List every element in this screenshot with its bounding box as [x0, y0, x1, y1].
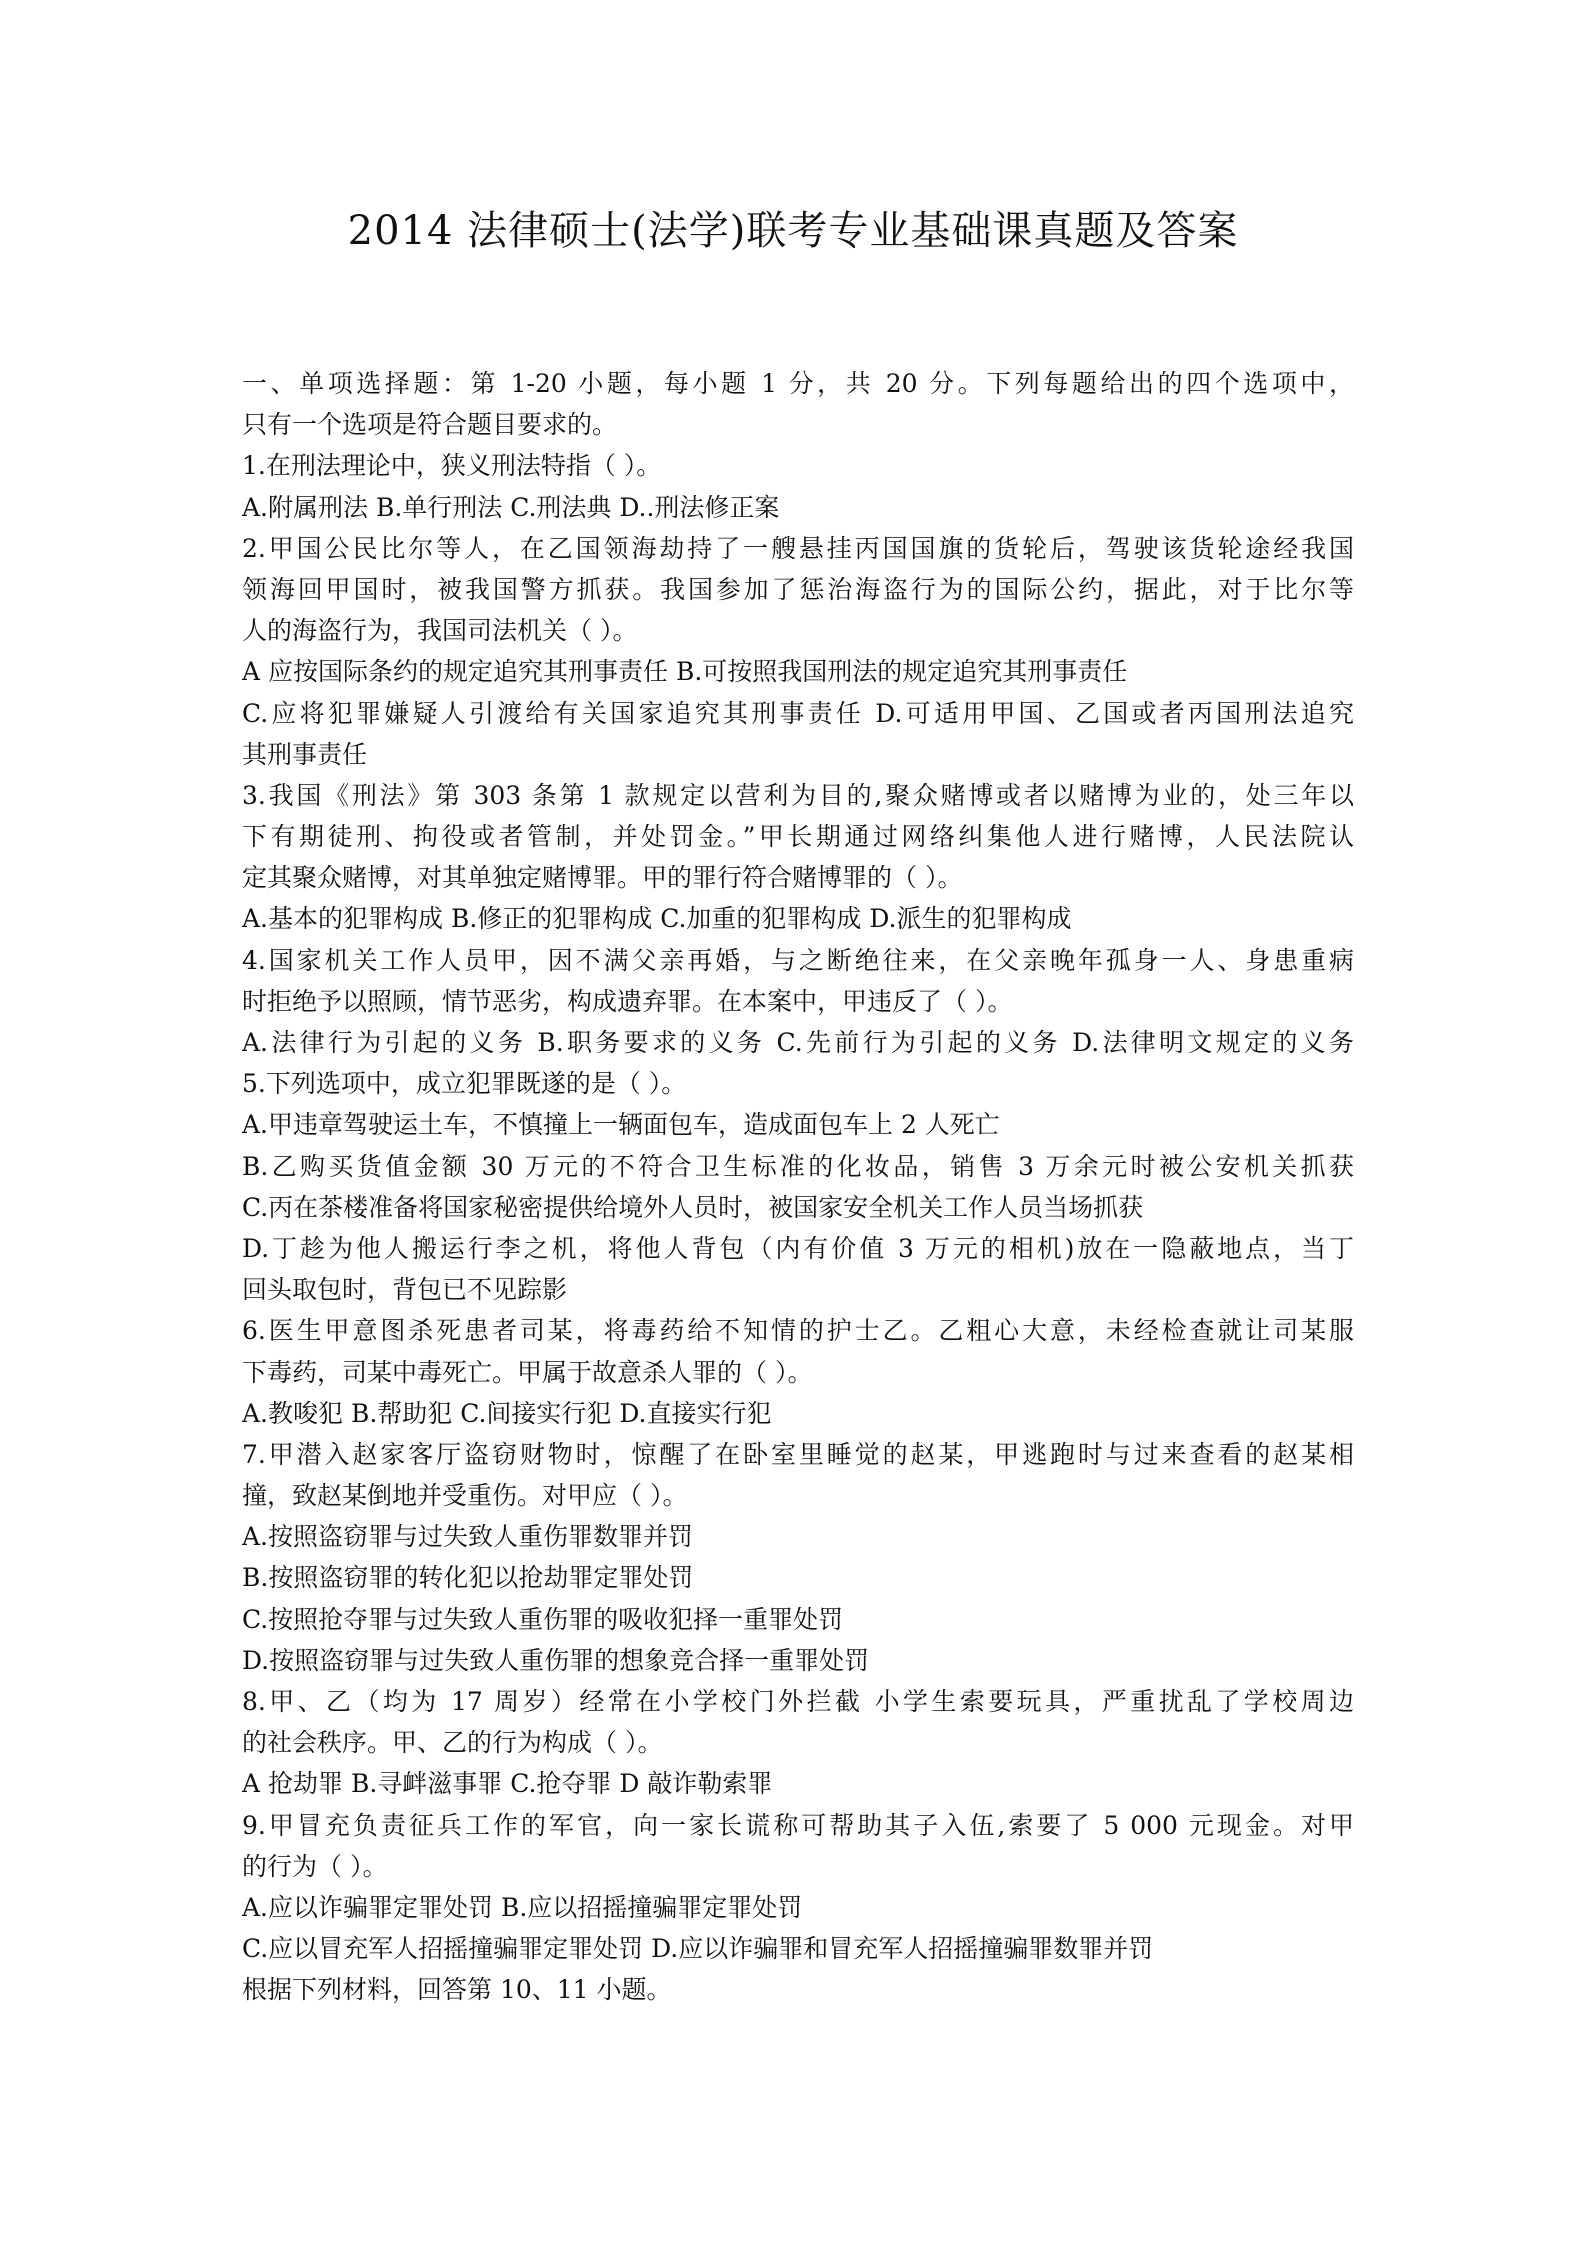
document-body	[242, 363, 1354, 2011]
text-line: A.按照盗窃罪与过失致人重伤罪数罪并罚	[242, 1522, 694, 1552]
text-line: 撞，致赵某倒地并受重伤。对甲应（ ）。	[242, 1481, 688, 1511]
text-line: 9.甲冒充负责征兵工作的军官，向一家长谎称可帮助其子入伍,索要了 5 000 元现金。对甲	[242, 1810, 1354, 1840]
text-line: 定其聚众赌博，对其单独定赌博罪。甲的罪行符合赌博罪的（ ）。	[242, 863, 963, 893]
text-line: 领海回甲国时，被我国警方抓获。我国参加了惩治海盗行为的国际公约，据此，对于比尔等	[242, 574, 1354, 604]
text-line: C.丙在茶楼准备将国家秘密提供给境外人员时，被国家安全机关工作人员当场抓获	[242, 1192, 1144, 1222]
text-line: 4.国家机关工作人员甲，因不满父亲再婚，与之断绝往来，在父亲晚年孤身一人、身患重病	[242, 945, 1354, 975]
text-line: 6.医生甲意图杀死患者司某，将毒药给不知情的护士乙。乙粗心大意，未经检查就让司某服	[242, 1316, 1354, 1346]
text-line: 一、单项选择题：第 1-20 小题，每小题 1 分，共 20 分。下列每题给出的四个选项中，	[242, 369, 1354, 398]
text-line: 的行为（ ）。	[242, 1851, 388, 1881]
text-line: A.附属刑法 B.单行刑法 C.刑法典 D..刑法修正案	[242, 492, 780, 522]
text-line: A.甲违章驾驶运土车，不慎撞上一辆面包车，造成面包车上 2 人死亡	[242, 1110, 1000, 1140]
text-line: 下毒药，司某中毒死亡。甲属于故意杀人罪的（ ）。	[242, 1357, 813, 1387]
text-line: 的社会秩序。甲、乙的行为构成（ ）。	[242, 1728, 663, 1758]
text-line: D.丁趁为他人搬运行李之机，将他人背包（内有价值 3 万元的相机)放在一隐蔽地点，当丁	[242, 1233, 1354, 1263]
text-line: C.按照抢夺罪与过失致人重伤罪的吸收犯择一重罪处罚	[242, 1604, 844, 1634]
document-title: 2014 法律硕士(法学)联考专业基础课真题及答案	[347, 208, 1239, 254]
text-line: 7.甲潜入赵家客厅盗窃财物时，惊醒了在卧室里睡觉的赵某，甲逃跑时与过来查看的赵某相	[242, 1439, 1354, 1469]
text-line: 回头取包时，背包已不见踪影	[242, 1275, 568, 1305]
text-line: A.教唆犯 B.帮助犯 C.间接实行犯 D.直接实行犯	[242, 1398, 772, 1428]
text-line: 5.下列选项中，成立犯罪既遂的是（ ）。	[242, 1069, 687, 1099]
text-line: D.按照盗窃罪与过失致人重伤罪的想象竞合择一重罪处罚	[242, 1645, 870, 1675]
text-line: 时拒绝予以照顾，情节恶劣，构成遗弃罪。在本案中，甲违反了（ ）。	[242, 986, 1013, 1016]
text-line: 2.甲国公民比尔等人，在乙国领海劫持了一艘悬挂丙国国旗的货轮后，驾驶该货轮途经我国	[242, 533, 1354, 563]
text-line: C.应以冒充军人招摇撞骗罪定罪处罚 D.应以诈骗罪和冒充军人招摇撞骗罪数罪并罚	[242, 1934, 1154, 1964]
text-line: 人的海盗行为，我国司法机关（ ）。	[242, 616, 638, 646]
text-line: A.应以诈骗罪定罪处罚 B.应以招摇撞骗罪定罪处罚	[242, 1892, 803, 1922]
text-line: 根据下列材料，回答第 10、11 小题。	[242, 1975, 672, 2005]
text-line: A.法律行为引起的义务 B.职务要求的义务 C.先前行为引起的义务 D.法律明文规定的义务	[242, 1028, 1354, 1057]
text-line: 下有期徒刑、拘役或者管制，并处罚金。”甲长期通过网络纠集他人进行赌博，人民法院认	[242, 822, 1354, 852]
text-line: A.基本的犯罪构成 B.修正的犯罪构成 C.加重的犯罪构成 D.派生的犯罪构成	[242, 904, 1072, 934]
text-line: A 应按国际条约的规定追究其刑事责任 B.可按照我国刑法的规定追究其刑事责任	[242, 657, 1128, 687]
text-line: 其刑事责任	[242, 739, 368, 769]
text-line: 3.我国《刑法》第 303 条第 1 款规定以营利为目的,聚众赌博或者以赌博为业的，处三年以	[242, 780, 1354, 810]
text-line: A 抢劫罪 B.寻衅滋事罪 C.抢夺罪 D 敲诈勒索罪	[242, 1769, 773, 1799]
text-line: B.按照盗窃罪的转化犯以抢劫罪定罪处罚	[242, 1563, 694, 1593]
text-line: C.应将犯罪嫌疑人引渡给有关国家追究其刑事责任 D.可适用甲国、乙国或者丙国刑法追究	[242, 698, 1354, 728]
text-line: 1.在刑法理论中，狭义刑法特指（ ）。	[242, 451, 662, 481]
text-line: B.乙购买货值金额 30 万元的不符合卫生标准的化妆品，销售 3 万余元时被公安机关抓获	[242, 1151, 1354, 1181]
text-line: 只有一个选项是符合题目要求的。	[242, 410, 618, 440]
text-line: 8.甲、乙（均为 17 周岁）经常在小学校门外拦截 小学生索要玩具，严重扰乱了学校周边	[242, 1687, 1354, 1716]
